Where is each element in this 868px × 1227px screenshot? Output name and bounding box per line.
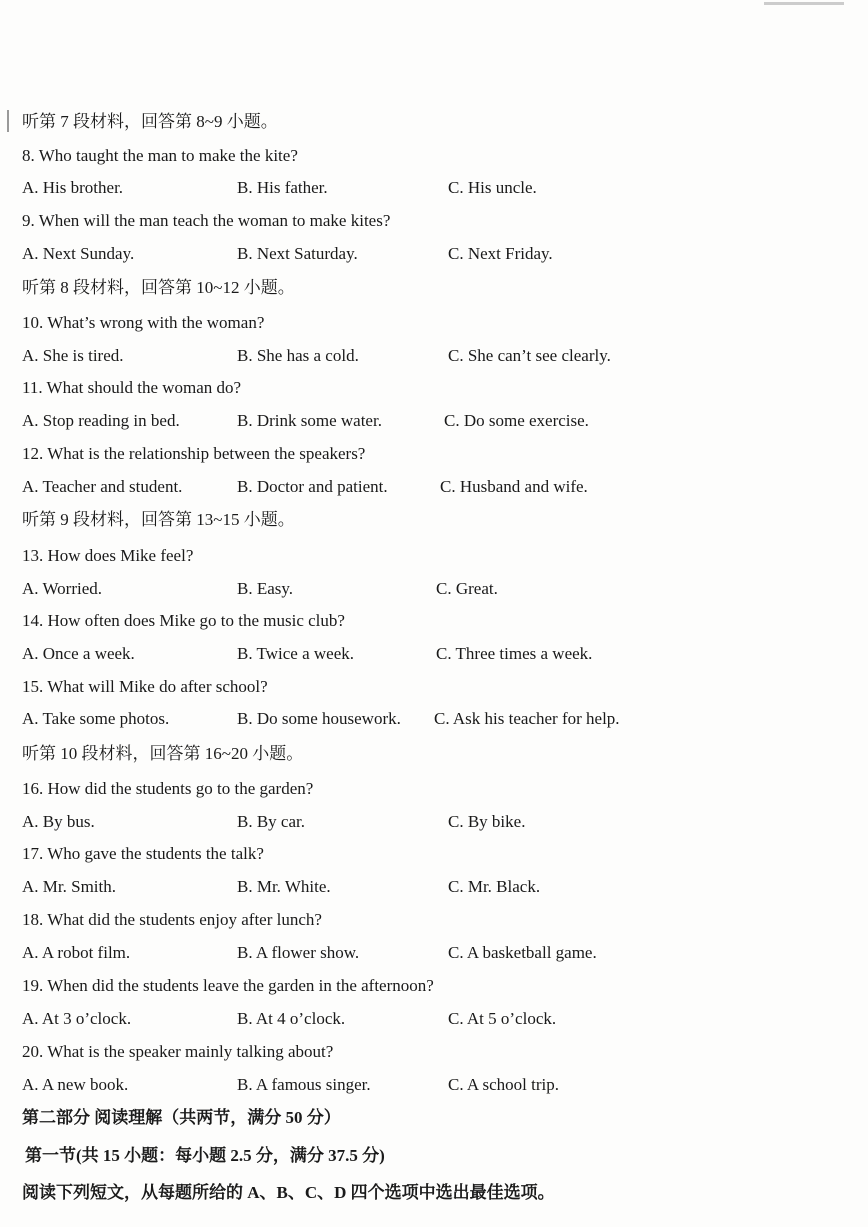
option-a: A. At 3 o’clock.	[22, 1009, 132, 1028]
scan-mark	[764, 2, 844, 5]
option-a: A. His brother.	[22, 178, 124, 197]
options-13	[22, 575, 842, 603]
question-8: 8. Who taught the man to make the kite?	[22, 146, 298, 165]
option-a: A. Next Sunday.	[22, 244, 135, 263]
options-10	[22, 342, 842, 370]
question-19: 19. When did the students leave the garden in the afternoon?	[22, 976, 434, 995]
option-a: A. A robot film.	[22, 943, 131, 962]
section-heading-7: 听第 7 段材料，回答第 8~9 小题。	[22, 112, 278, 131]
option-b: B. At 4 o’clock.	[237, 1009, 346, 1028]
question-10: 10. What’s wrong with the woman?	[22, 313, 265, 332]
option-a: A. Worried.	[22, 579, 102, 598]
option-b: B. By car.	[237, 812, 305, 831]
option-c: C. His uncle.	[448, 178, 537, 197]
option-b: B. Next Saturday.	[237, 244, 358, 263]
option-b: B. She has a cold.	[237, 346, 359, 365]
question-11: 11. What should the woman do?	[22, 378, 242, 397]
options-15	[22, 705, 842, 733]
options-12	[22, 473, 842, 501]
margin-mark	[7, 110, 9, 132]
option-a: A. Stop reading in bed.	[22, 411, 180, 430]
question-17: 17. Who gave the students the talk?	[22, 844, 264, 863]
options-9	[22, 240, 842, 268]
option-c: C. She can’t see clearly.	[448, 346, 611, 365]
section-one-heading: 第一节(共 15 小题：每小题 2.5 分，满分 37.5 分)	[25, 1146, 385, 1165]
option-c: C. By bike.	[448, 812, 526, 831]
option-a: A. Mr. Smith.	[22, 877, 116, 896]
question-16: 16. How did the students go to the garden?	[22, 779, 314, 798]
options-19	[22, 1005, 842, 1033]
section-heading-8: 听第 8 段材料，回答第 10~12 小题。	[22, 278, 295, 297]
reading-instruction: 阅读下列短文，从每题所给的 A、B、C、D 四个选项中选出最佳选项。	[22, 1183, 555, 1202]
option-a: A. Take some photos.	[22, 709, 170, 728]
question-9: 9. When will the man teach the woman to make kites?	[22, 211, 391, 230]
options-17	[22, 873, 842, 901]
option-c: C. Husband and wife.	[440, 477, 588, 496]
options-20	[22, 1071, 842, 1099]
option-b: B. Doctor and patient.	[237, 477, 388, 496]
option-a: A. Teacher and student.	[22, 477, 183, 496]
option-b: B. Twice a week.	[237, 644, 354, 663]
option-c: C. Three times a week.	[436, 644, 593, 663]
option-c: C. Great.	[436, 579, 498, 598]
option-c: C. Mr. Black.	[448, 877, 541, 896]
option-c: C. A basketball game.	[448, 943, 597, 962]
section-heading-9: 听第 9 段材料，回答第 13~15 小题。	[22, 510, 295, 529]
option-a: A. A new book.	[22, 1075, 129, 1094]
option-b: B. Easy.	[237, 579, 294, 598]
options-18	[22, 939, 842, 967]
options-14	[22, 640, 842, 668]
option-c: C. At 5 o’clock.	[448, 1009, 557, 1028]
option-a: A. Once a week.	[22, 644, 135, 663]
question-18: 18. What did the students enjoy after lunch?	[22, 910, 322, 929]
option-c: C. Next Friday.	[448, 244, 553, 263]
option-c: C. Ask his teacher for help.	[434, 709, 620, 728]
option-c: C. Do some exercise.	[444, 411, 589, 430]
option-c: C. A school trip.	[448, 1075, 559, 1094]
option-b: B. Do some housework.	[237, 709, 401, 728]
question-12: 12. What is the relationship between the speakers?	[22, 444, 366, 463]
option-b: B. Drink some water.	[237, 411, 382, 430]
option-b: B. Mr. White.	[237, 877, 331, 896]
question-20: 20. What is the speaker mainly talking about?	[22, 1042, 334, 1061]
option-b: B. A flower show.	[237, 943, 360, 962]
part-two-heading: 第二部分 阅读理解（共两节，满分 50 分）	[22, 1108, 341, 1127]
option-b: B. A famous singer.	[237, 1075, 371, 1094]
option-a: A. She is tired.	[22, 346, 124, 365]
option-b: B. His father.	[237, 178, 328, 197]
question-14: 14. How often does Mike go to the music club?	[22, 611, 345, 630]
question-15: 15. What will Mike do after school?	[22, 677, 268, 696]
question-13: 13. How does Mike feel?	[22, 546, 194, 565]
section-heading-10: 听第 10 段材料，回答第 16~20 小题。	[22, 744, 304, 763]
options-8	[22, 174, 842, 202]
options-16	[22, 808, 842, 836]
option-a: A. By bus.	[22, 812, 95, 831]
options-11	[22, 407, 842, 435]
